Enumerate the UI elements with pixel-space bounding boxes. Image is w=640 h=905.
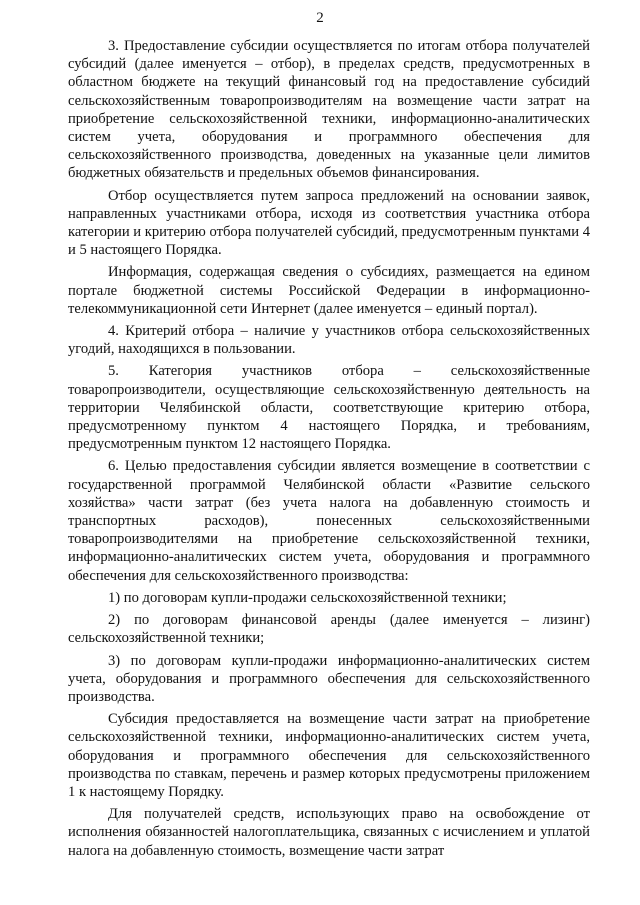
- paragraph-subsidy-rates: Субсидия предоставляется на возмещение части затрат на приобретение сельскохозяйственной техники, информационно-аналитических систем учета, оборудования и программного обеспечения для сельскохозяйственного производства по ставкам, перечень и размер которых предусмотрены приложением 1 к настоящему Порядку.: [68, 711, 590, 800]
- document-body: [68, 37, 590, 864]
- paragraph-3: 3. Предоставление субсидии осуществляется по итогам отбора получателей субсидий (далее именуется – отбор), в пределах средств, предусмотренных в областном бюджете на текущий финансовый год на предоставление субсидий сельскохозяйственным товаропроизводителям на возмещение части затрат на приобретение сельскохозяйственной техники, информационно-аналитических систем учета, оборудования и программного обеспечения для сельскохозяйственного производства, доведенных на указанные цели лимитов бюджетных обязательств и предельных объемов финансирования.: [68, 38, 590, 182]
- paragraph-portal-info: Информация, содержащая сведения о субсидиях, размещается на едином портале бюджетной системы Российской Федерации в информационно-телекоммуникационной сети Интернет (далее именуется – единый портал).: [68, 264, 590, 317]
- list-item-3: 3) по договорам купли-продажи информационно-аналитических систем учета, оборудования и программного обеспечения для сельскохозяйственного производства.: [68, 652, 590, 705]
- page-number: 2: [316, 10, 324, 26]
- paragraph-selection-method: Отбор осуществляется путем запроса предложений на основании заявок, направленных участниками отбора, исходя из соответствия участника отбора категории и критерию отбора получателей субсидий, предусмотренным пунктами 4 и 5 настоящего Порядка.: [68, 187, 590, 259]
- list-item-1: 1) по договорам купли-продажи сельскохозяйственной техники;: [108, 589, 507, 606]
- list-item-2: 2) по договорам финансовой аренды (далее именуется – лизинг) сельскохозяйственной техники;: [68, 612, 590, 647]
- paragraph-5: 5. Категория участников отбора – сельскохозяйственные товаропроизводители, осуществляющие сельскохозяйственную деятельность на территории Челябинской области, соответствующие критерию отбора, предусмотренному пунктом 4 настоящего Порядка, и требованиям, предусмотренным пунктом 12 настоящего Порядка.: [68, 363, 590, 453]
- paragraph-4: 4. Критерий отбора – наличие у участников отбора сельскохозяйственных угодий, находящихся в пользовании.: [68, 323, 590, 358]
- paragraph-vat-exemption: Для получателей средств, использующих право на освобождение от исполнения обязанностей налогоплательщика, связанных с исчислением и уплатой налога на добавленную стоимость, возмещение части затрат: [68, 806, 590, 859]
- paragraph-6: 6. Целью предоставления субсидии является возмещение в соответствии с государственной программой Челябинской области «Развитие сельского хозяйства» части затрат (без учета налога на добавленную стоимость и транспортных расходов), понесенных сельскохозяйственными товаропроизводителями на приобретение сельскохозяйственной техники, информационно-аналитических систем учета, оборудования и программного обеспечения для сельскохозяйственного производства:: [68, 458, 590, 584]
